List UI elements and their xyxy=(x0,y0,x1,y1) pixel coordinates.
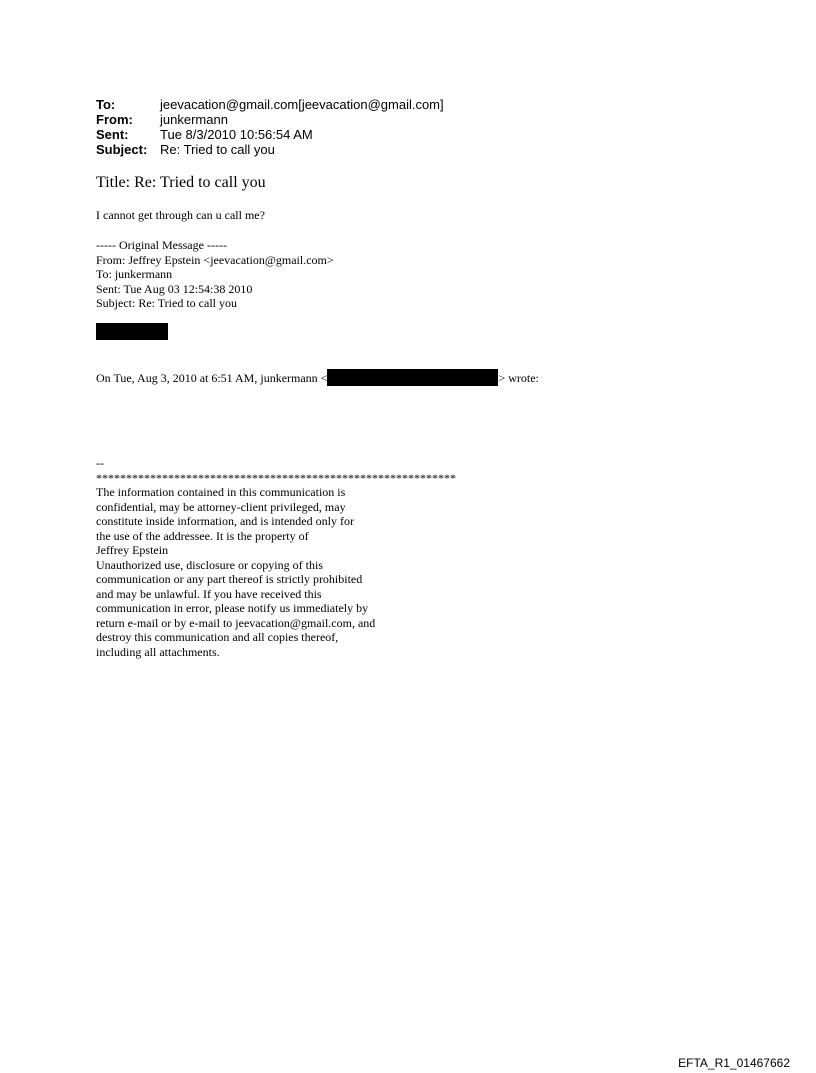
to-value: jeevacation@gmail.com[jeevacation@gmail.com] xyxy=(160,97,444,112)
sent-row xyxy=(96,127,444,142)
to-label: To: xyxy=(96,97,116,112)
from-label: From: xyxy=(96,112,133,127)
disclaimer-line: communication in error, please notify us immediately by xyxy=(96,601,369,615)
redacted-email xyxy=(327,369,498,386)
sent-label: Sent: xyxy=(96,127,129,142)
disclaimer-line: confidential, may be attorney-client privileged, may xyxy=(96,499,346,514)
original-message xyxy=(96,238,334,311)
original-to: To: junkermann xyxy=(96,267,173,281)
original-divider: ----- Original Message ----- xyxy=(96,238,227,252)
subject-label: Subject: xyxy=(96,142,148,157)
disclaimer-line: including all attachments. xyxy=(96,644,220,659)
to-row xyxy=(96,97,444,112)
quote-intro-before: On Tue, Aug 3, 2010 at 6:51 AM, junkermann < xyxy=(96,370,328,385)
email-title: Title: Re: Tried to call you xyxy=(96,174,266,191)
redaction-block xyxy=(96,323,168,340)
signature-disclaimer xyxy=(96,456,456,659)
reply-text: I cannot get through can u call me? xyxy=(96,208,265,222)
disclaimer-line: constitute inside information, and is intended only for xyxy=(96,514,354,528)
disclaimer-line: the use of the addressee. It is the property of xyxy=(96,528,309,543)
from-value: junkermann xyxy=(160,112,228,127)
subject-row xyxy=(96,142,444,157)
disclaimer-line: communication or any part thereof is strictly prohibited xyxy=(96,572,363,586)
original-sent: Sent: Tue Aug 03 12:54:38 2010 xyxy=(96,281,253,296)
document-id: EFTA_R1_01467662 xyxy=(678,1056,790,1070)
disclaimer-line: destroy this communication and all copies thereof, xyxy=(96,630,339,644)
quote-intro xyxy=(96,369,539,386)
signature-dashes: -- xyxy=(96,456,104,470)
disclaimer-line: Unauthorized use, disclosure or copying of this xyxy=(96,557,323,572)
quote-intro-after: > wrote: xyxy=(498,370,539,385)
disclaimer-line: The information contained in this communication is xyxy=(96,485,346,499)
disclaimer-line: and may be unlawful. If you have received this xyxy=(96,586,322,601)
email-header xyxy=(96,97,444,157)
signature-stars: ************************************************************ xyxy=(96,470,456,485)
sent-value: Tue 8/3/2010 10:56:54 AM xyxy=(160,127,313,142)
disclaimer-line: Jeffrey Epstein xyxy=(96,543,169,557)
original-from: From: Jeffrey Epstein <jeevacation@gmail.com> xyxy=(96,252,334,267)
subject-value: Re: Tried to call you xyxy=(160,142,275,157)
disclaimer-line: return e-mail or by e-mail to jeevacation@gmail.com, and xyxy=(96,615,376,630)
original-subject: Subject: Re: Tried to call you xyxy=(96,296,237,310)
from-row xyxy=(96,112,444,127)
